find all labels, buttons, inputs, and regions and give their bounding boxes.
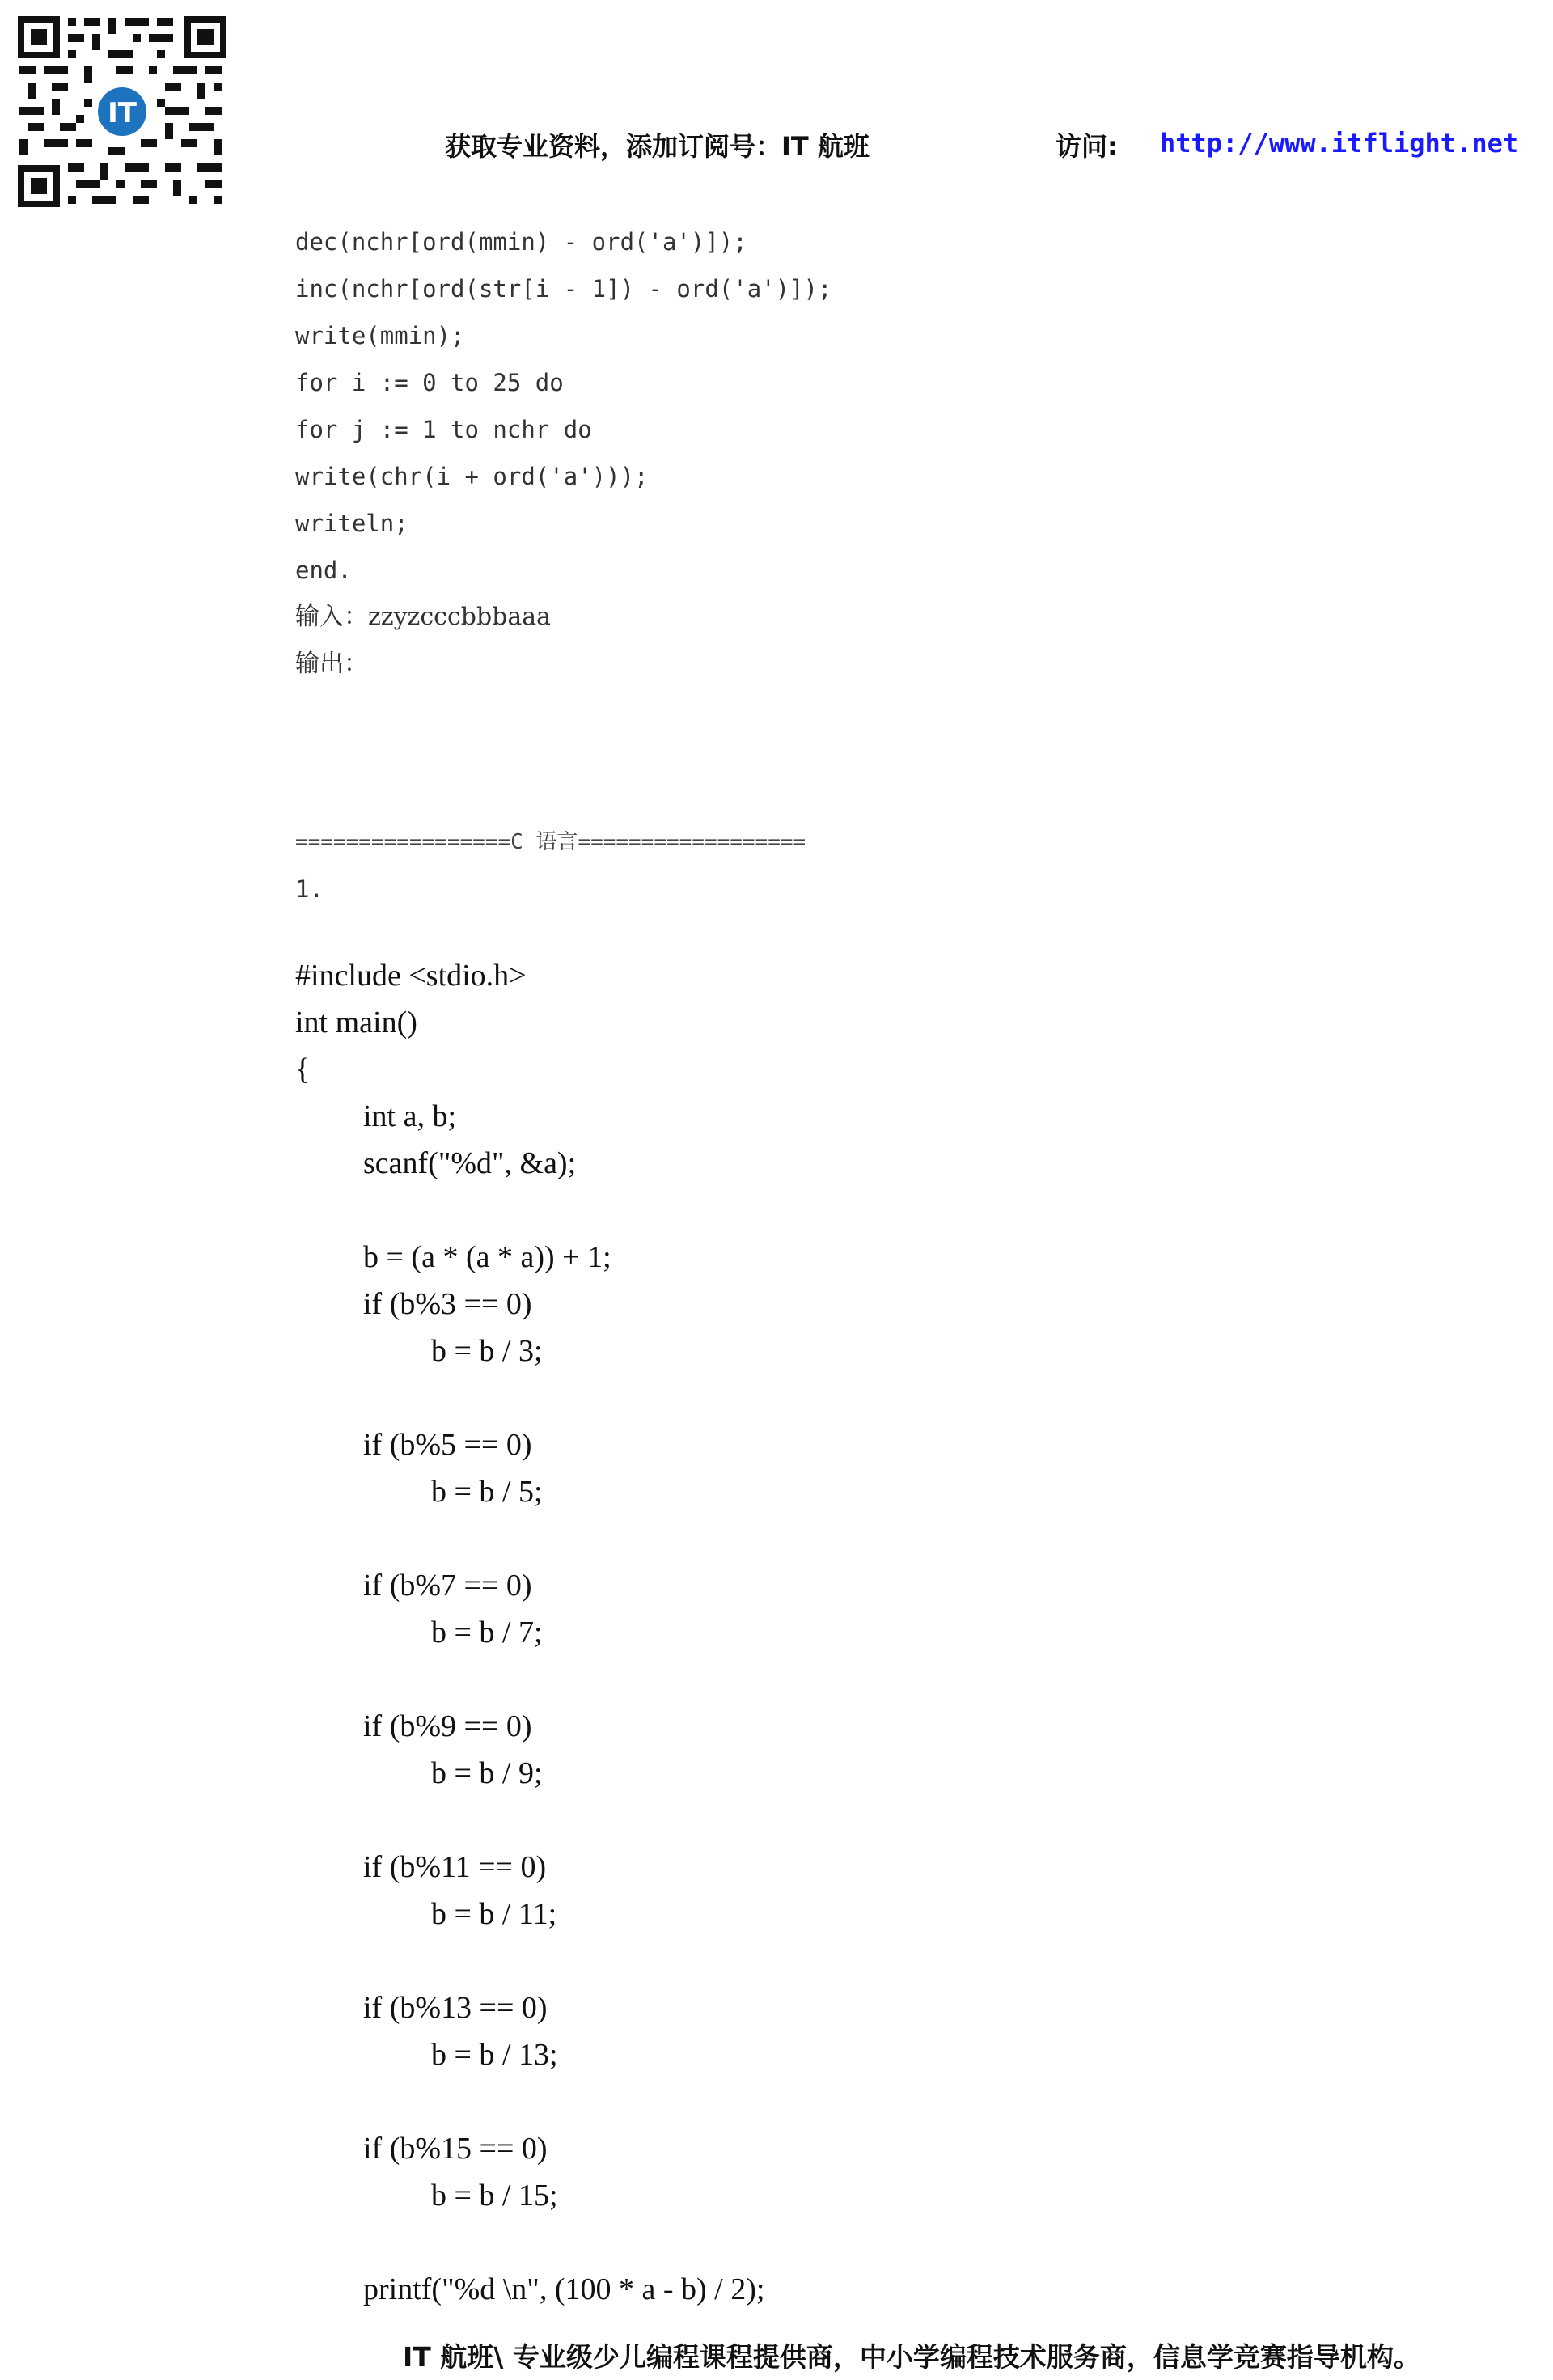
section-divider: =================C 语言================== — [295, 830, 806, 854]
code-line: writeln; — [295, 510, 408, 537]
qr-code-image — [16, 15, 228, 209]
code-line — [295, 1656, 764, 1703]
output-sample: 输出： — [295, 650, 368, 678]
code-line: printf("%d \n", (100 * a - b) / 2); — [363, 2272, 765, 2306]
code-line: for i := 0 to 25 do — [295, 369, 564, 396]
input-sample: 输入：zzyzcccbbbaaa — [295, 603, 552, 631]
code-line: b = b / 7; — [431, 1616, 543, 1649]
code-line: b = b / 13; — [431, 2038, 558, 2072]
code-line: if (b%13 == 0) — [363, 1991, 548, 2025]
code-line: if (b%7 == 0) — [363, 1569, 532, 1603]
code-line — [295, 1374, 764, 1421]
code-line — [295, 1515, 764, 1562]
website-link[interactable]: http://www.itflight.net — [1160, 128, 1519, 159]
code-line: for j := 1 to nchr do — [295, 416, 592, 443]
pascal-code-block — [295, 218, 832, 688]
footer-text: IT 航班\ 专业级少儿编程课程提供商，中小学编程技术服务商，信息学竞赛指导机构。 — [403, 2341, 1420, 2373]
c-code-block — [295, 952, 764, 2313]
code-line: b = b / 5; — [431, 1475, 543, 1509]
code-line: int a, b; — [363, 1099, 457, 1133]
code-line: b = b / 9; — [431, 1756, 543, 1790]
qr-logo-text: IT — [108, 97, 137, 129]
code-line: int main() — [295, 1006, 417, 1040]
code-line: b = b / 11; — [431, 1897, 557, 1931]
code-line — [295, 2078, 764, 2125]
code-line: dec(nchr[ord(mmin) - ord('a')]); — [295, 228, 747, 256]
code-line — [295, 2219, 764, 2266]
code-line: scanf("%d", &a); — [363, 1146, 577, 1180]
code-line: { — [295, 1052, 311, 1086]
code-line: #include <stdio.h> — [295, 959, 527, 993]
code-line — [295, 1187, 764, 1234]
code-line: write(chr(i + ord('a'))); — [295, 463, 649, 490]
code-line: end. — [295, 557, 352, 584]
code-line: write(mmin); — [295, 322, 465, 349]
code-line: if (b%9 == 0) — [363, 1709, 532, 1743]
code-line: if (b%5 == 0) — [363, 1428, 532, 1462]
code-line: b = b / 15; — [431, 2179, 558, 2213]
code-line: if (b%15 == 0) — [363, 2132, 548, 2166]
code-line: b = b / 3; — [431, 1334, 543, 1368]
visit-label: 访问: — [1056, 131, 1118, 162]
code-line: if (b%11 == 0) — [363, 1850, 547, 1884]
code-line: inc(nchr[ord(str[i - 1]) - ord('a')]); — [295, 275, 832, 303]
code-line — [295, 1937, 764, 1984]
subscribe-text: 获取专业资料，添加订阅号：IT 航班 — [445, 131, 870, 162]
code-line: if (b%3 == 0) — [363, 1287, 532, 1321]
question-number: 1. — [295, 875, 324, 903]
code-line — [295, 1797, 764, 1844]
code-line: b = (a * (a * a)) + 1; — [363, 1240, 611, 1274]
